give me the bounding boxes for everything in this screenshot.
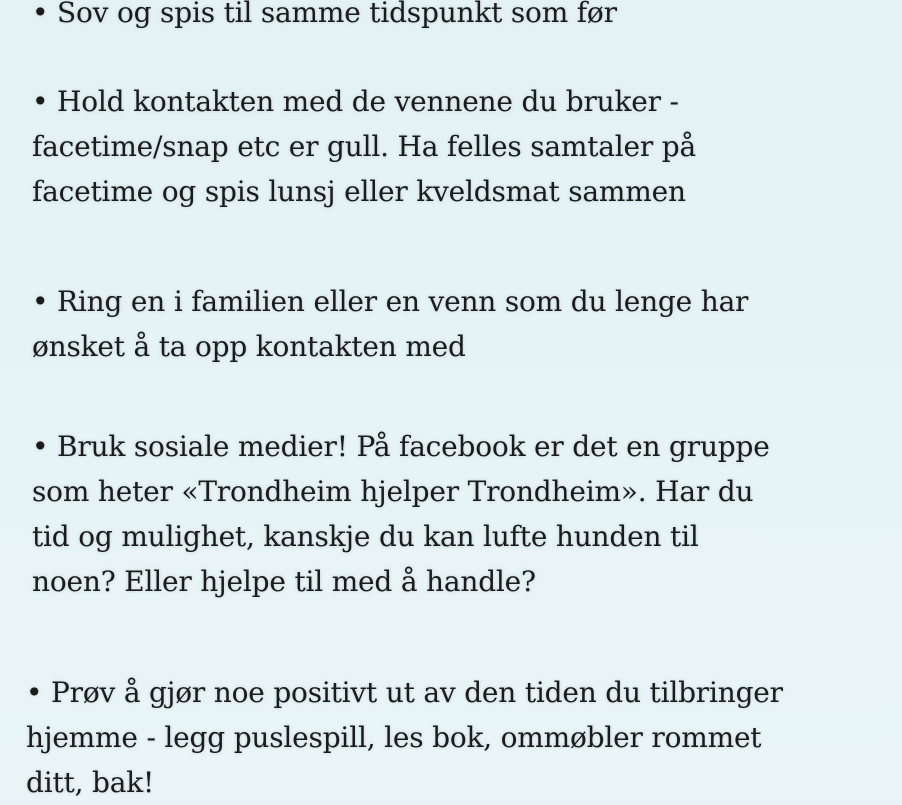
tip-line: • Hold kontakten med de vennene du bruker - [32, 85, 679, 118]
tip-line: ønsket å ta opp kontakten med [32, 330, 466, 363]
tip-line: • Prøv å gjør noe positivt ut av den tiden du tilbringer [26, 676, 783, 709]
tip-sleep-eat-routine [32, 0, 617, 35]
tip-line: facetime og spis lunsj eller kveldsmat sammen [32, 175, 686, 208]
tip-social-media [32, 424, 770, 604]
tip-line: tid og mulighet, kanskje du kan lufte hunden til [32, 520, 699, 553]
tip-line: facetime/snap etc er gull. Ha felles samtaler på [32, 130, 696, 163]
tip-keep-contact-friends [32, 79, 696, 214]
tip-line: ditt, bak! [26, 766, 155, 799]
tip-line: • Bruk sosiale medier! På facebook er det en gruppe [32, 430, 770, 463]
tip-line: hjemme - legg puslespill, les bok, ommøbler rommet [26, 721, 762, 754]
tip-line: • Sov og spis til samme tidspunkt som før [32, 0, 617, 29]
tip-line: • Ring en i familien eller en venn som du lenge har [32, 285, 749, 318]
tip-line: noen? Eller hjelpe til med å handle? [32, 565, 536, 598]
tip-line: som heter «Trondheim hjelper Trondheim». Har du [32, 475, 754, 508]
tip-call-family [32, 279, 748, 369]
tip-positive-at-home [26, 670, 783, 805]
